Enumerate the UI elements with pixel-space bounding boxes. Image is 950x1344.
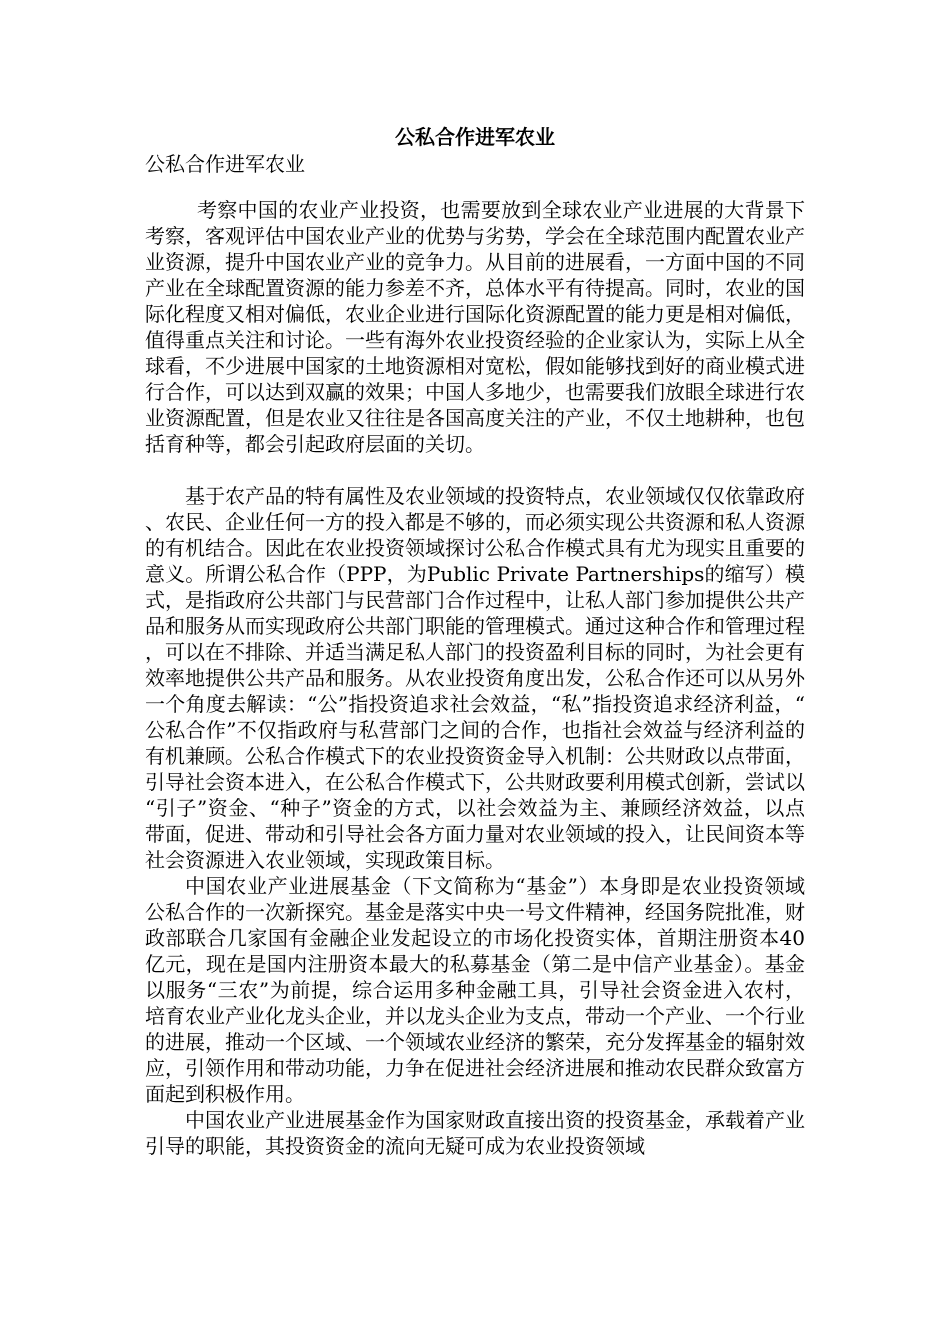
document-body: [145, 197, 805, 1159]
paragraph-4: 中国农业产业进展基金作为国家财政直接出资的投资基金，承载着产业引导的职能，其投资资金的流向无疑可成为农业投资领域: [145, 1108, 805, 1158]
document-subtitle: 公私合作进军农业: [145, 152, 305, 176]
paragraph-1: 考察中国的农业产业投资，也需要放到全球农业产业进展的大背景下考察，客观评估中国农业产业的优势与劣势，学会在全球范围内配置农业产业资源，提升中国农业产业的竞争力。从目前的进展看，一方面中国的不同产业在全球配置资源的能力参差不齐，总体水平有待提高。同时，农业的国际化程度又相对偏低，农业企业进行国际化资源配置的能力更是相对偏低，值得重点关注和讨论。一些有海外农业投资经验的企业家认为，实际上从全球看，不少进展中国家的土地资源相对宽松，假如能够找到好的商业模式进行合作，可以达到双赢的效果；中国人多地少，也需要我们放眼全球进行农业资源配置，但是农业又往往是各国高度关注的产业，不仅土地耕种，也包括育种等，都会引起政府层面的关切。: [145, 198, 805, 456]
paragraph-2: 基于农产品的特有属性及农业领域的投资特点，农业领域仅仅依靠政府、农民、企业任何一方的投入都是不够的，而必须实现公共资源和私人资源的有机结合。因此在农业投资领域探讨公私合作模式具有尤为现实且重要的意义。所谓公私合作（PPP，为Public Private Partnerships的缩写）模式，是指政府公共部门与民营部门合作过程中，让私人部门参加提供公共产品和服务从而实现政府公共部门职能的管理模式。通过这种合作和管理过程，可以在不排除、并适当满足私人部门的投资盈利目标的同时，为社会更有效率地提供公共产品和服务。从农业投资角度出发，公私合作还可以从另外一个角度去解读：“公”指投资追求社会效益，“私”指投资追求经济利益，“公私合作”不仅指政府与私营部门之间的合作，也指社会效益与经济利益的有机兼顾。公私合作模式下的农业投资资金导入机制：公共财政以点带面，引导社会资本进入，在公私合作模式下，公共财政要利用模式创新，尝试以“引子”资金、“种子”资金的方式，以社会效益为主、兼顾经济效益，以点带面，促进、带动和引导社会各方面力量对农业领域的投入，让民间资本等社会资源进入农业领域，实现政策目标。: [145, 484, 805, 872]
document-title: 公私合作进军农业: [395, 125, 555, 149]
paragraph-3: 中国农业产业进展基金（下文简称为“基金”）本身即是农业投资领域公私合作的一次新探究。基金是落实中央一号文件精神，经国务院批准，财政部联合几家国有金融企业发起设立的市场化投资实体，首期注册资本40亿元，现在是国内注册资本最大的私募基金（第二是中信产业基金）。基金以服务“三农”为前提，综合运用多种金融工具，引导社会资金进入农村，培育农业产业化龙头企业，并以龙头企业为支点，带动一个产业、一个行业的进展，推动一个区域、一个领域农业经济的繁荣，充分发挥基金的辐射效应，引领作用和带动功能，力争在促进社会经济进展和推动农民群众致富方面起到积极作用。: [145, 874, 805, 1106]
